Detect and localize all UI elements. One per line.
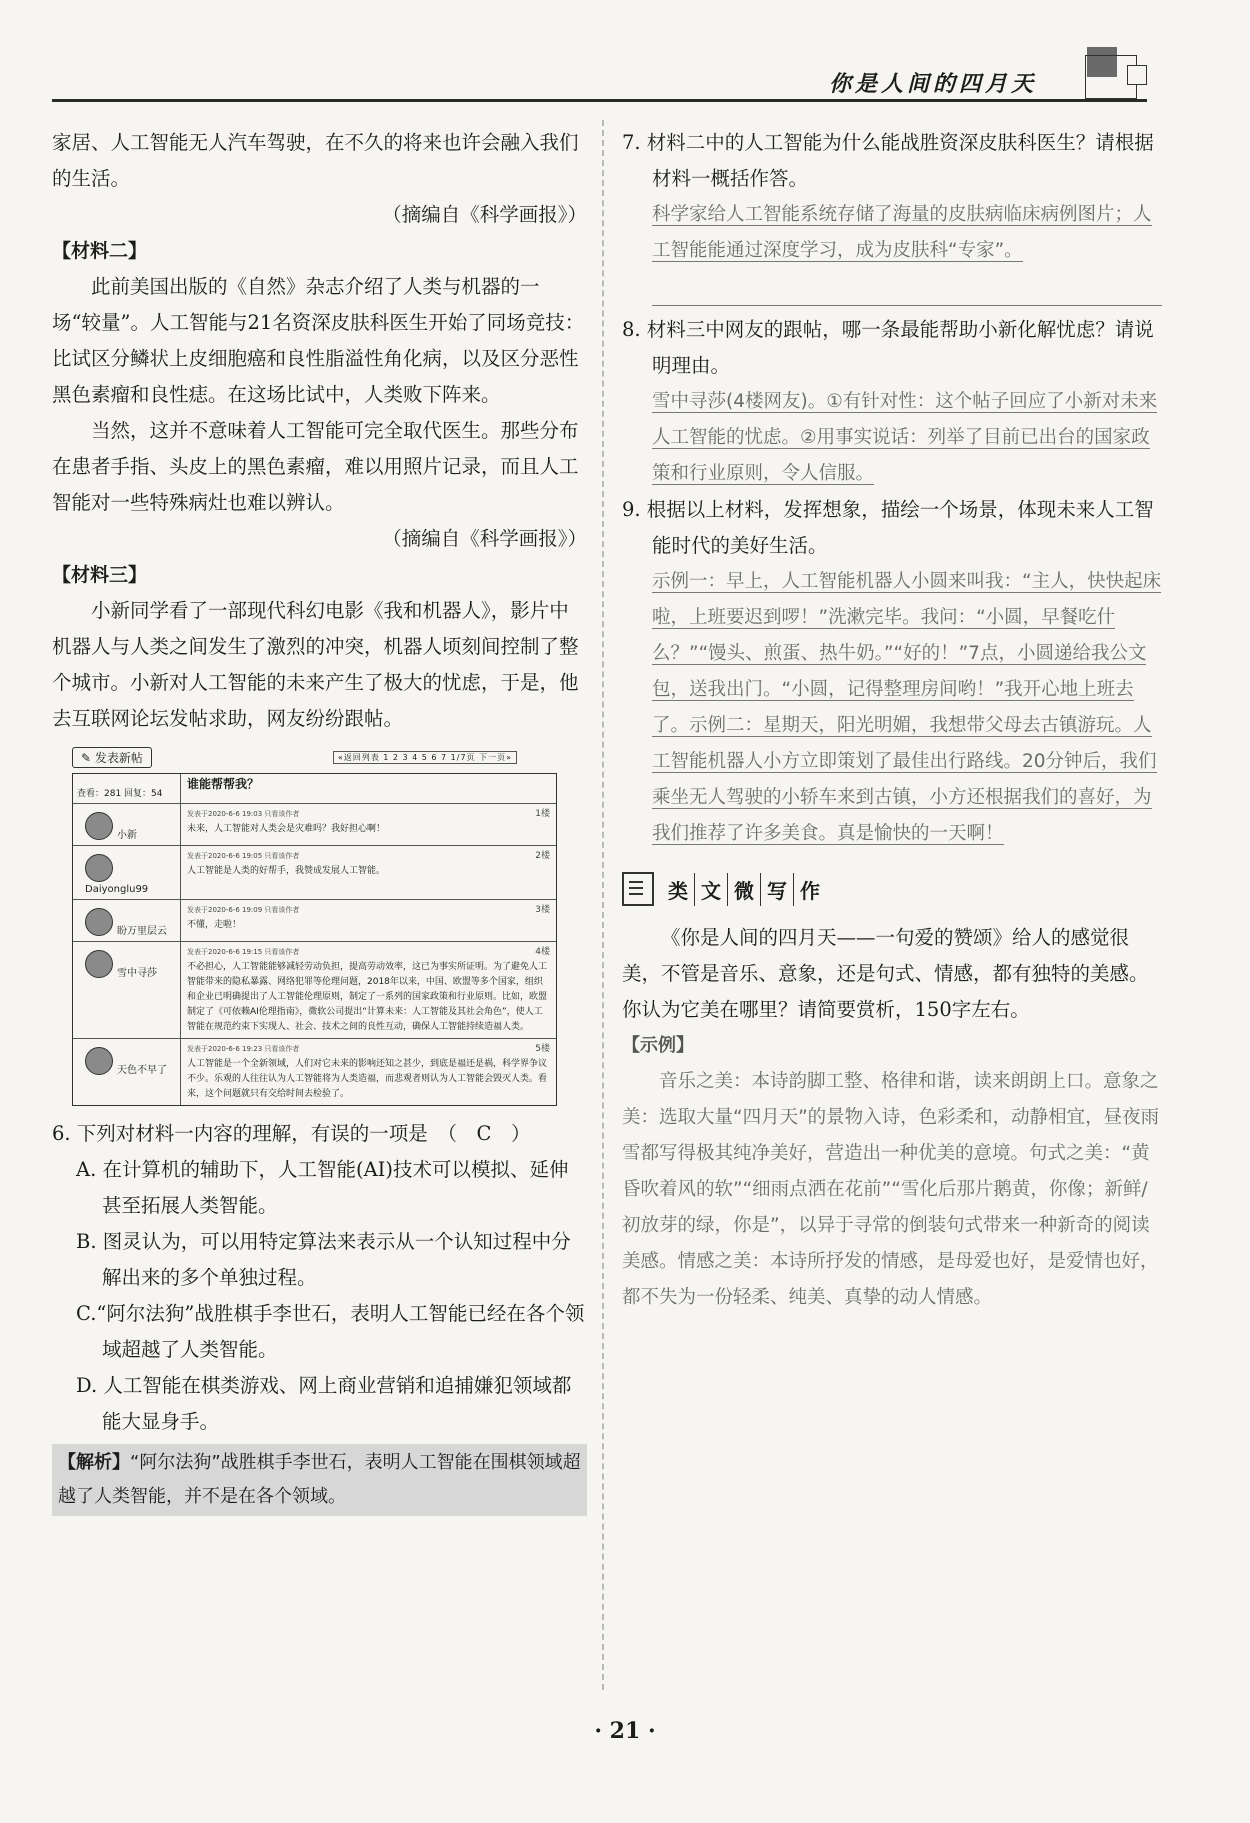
forum-post [73, 1039, 556, 1105]
header-title: 你是人间的四月天 [828, 71, 1037, 97]
header-rule [52, 99, 1147, 102]
forum-post [73, 900, 556, 942]
question-9: 9. 根据以上材料，发挥想象，描绘一个场景，体现未来人工智能时代的美好生活。 [622, 498, 1154, 557]
forum-screenshot [72, 747, 557, 1106]
forum-post [73, 846, 556, 900]
material3-paragraph-1: 小新同学看了一部现代科幻电影《我和机器人》，影片中机器人与人类之间发生了激烈的冲突，机器人顷刻间控制了整个城市。小新对人工智能的未来产生了极大的忧虑，于是，他去互联网论坛发帖求助，网友纷纷跟帖。 [52, 599, 579, 730]
source-note-2: （摘编自《科学画报》） [382, 527, 587, 550]
post-meta: 发表于2020-6-6 19:23 只看该作者 [187, 1045, 300, 1053]
answer-line [652, 269, 1162, 306]
source-note-1: （摘编自《科学画报》） [382, 203, 587, 226]
section-char: 作 [800, 878, 820, 903]
forum-post [73, 804, 556, 846]
header-decoration-small-square [1127, 65, 1147, 85]
thread-header-row [73, 774, 556, 804]
forum-thread [72, 773, 557, 1106]
thread-stats: 查看：281 回复：54 [77, 789, 163, 799]
writing-prompt: 《你是人间的四月天——一句爱的赞颂》给人的感觉很美，不管是音乐、意象，还是句式、情感，都有独特的美感。你认为它美在哪里？请简要赏析，150字左右。 [622, 926, 1149, 1021]
post-username: 雪中寻莎 [117, 968, 157, 979]
answer-8: 雪中寻莎(4楼网友)。①有针对性：这个帖子回应了小新对未来人工智能的忧虑。②用事实说话：列举了目前已出台的国家政策和行业原则，令人信服。 [652, 391, 1158, 484]
material2-paragraph-2: 当然，这并不意味着人工智能可完全取代医生。那些分布在患者手指、头皮上的黑色素瘤，难以用照片记录，而且人工智能对一些特殊病灶也难以辨认。 [52, 419, 579, 514]
post-meta: 发表于2020-6-6 19:03 只看该作者 [187, 810, 300, 818]
question-6-option-d: D. 人工智能在棋类游戏、网上商业营销和追捕嫌犯领域都能大显身手。 [76, 1374, 572, 1433]
right-column [622, 125, 1162, 1316]
question-6-option-a: A. 在计算机的辅助下，人工智能(AI)技术可以模拟、延伸甚至拓展人类智能。 [76, 1158, 569, 1217]
post-floor: 4楼 [535, 947, 550, 957]
left-column [52, 125, 587, 1516]
answer-9: 示例一：早上，人工智能机器人小圆来叫我：“主人，快快起床啦，上班要迟到啰！”洗漱完毕。我问：“小圆，早餐吃什么？”“馒头、煎蛋、热牛奶。”“好的！”7点，小圆递给我公文包，送我出门。“小圆，记得整理房间哟！”我开心地上班去了。示例二：星期天，阳光明媚，我想带父母去古镇游玩。人工智能机器人小方立即策划了最佳出行路线。20分钟后，我们乘坐无人驾驶的小轿车来到古镇，小方还根据我们的喜好，为我们推荐了许多美食。真是愉快的一天啊！ [652, 571, 1162, 844]
question-6: 6. 下列对材料一内容的理解，有误的一项是 （ C ） [52, 1122, 531, 1145]
post-floor: 3楼 [535, 905, 550, 915]
post-username: 小新 [117, 830, 137, 841]
example-label: 【示例】 [622, 1035, 694, 1056]
material1-continuation: 家居、人工智能无人汽车驾驶，在不久的将来也许会融入我们的生活。 [52, 131, 579, 190]
section-char: 类 [662, 873, 695, 906]
section-char: 微 [728, 873, 761, 906]
material2-paragraph-1: 此前美国出版的《自然》杂志介绍了人类与机器的一场“较量”。人工智能与21名资深皮肤科医生开始了同场竞技：比试区分鳞状上皮细胞癌和良性脂溢性角化病，以及区分恶性黑色素瘤和良性痣。在这场比试中，人类败下阵来。 [52, 275, 585, 406]
analysis-label: 【解析】 [58, 1452, 130, 1473]
answer-9-wrap [622, 564, 1162, 852]
answer-7-wrap [622, 197, 1162, 269]
post-user-cell [73, 1039, 181, 1105]
section-char: 写 [761, 873, 794, 906]
avatar [85, 908, 113, 936]
answer-7: 科学家给人工智能系统存储了海量的皮肤病临床病例图片；人工智能能通过深度学习，成为皮肤科“专家”。 [652, 204, 1152, 261]
post-username: 盼万里层云 [117, 926, 167, 937]
post-text: 未来，人工智能对人类会是灾难吗？我好担心啊！ [187, 824, 386, 834]
new-post-label: 发表新帖 [94, 751, 143, 765]
forum-pager: «返回列表 1 2 3 4 5 6 7 1/7页 下一页» [333, 751, 517, 764]
example-text: 音乐之美：本诗韵脚工整、格律和谐，读来朗朗上口。意象之美：选取大量“四月天”的景物入诗，色彩柔和，动静相宜，昼夜雨雪都写得极其纯净美好，营造出一种优美的意境。句式之美：“黄昏吹着风的软”“细雨点洒在花前”“雪化后那片鹅黄，你像；新鲜/初放芽的绿，你是”，以异于寻常的倒装句式带来一种新奇的阅读美感。情感之美：本诗所抒发的情感，是母爱也好，是爱情也好，都不失为一份轻柔、纯美、真挚的动人情感。 [622, 1071, 1160, 1308]
post-user-cell [73, 942, 181, 1038]
post-text: 不必担心，人工智能能够减轻劳动负担，提高劳动效率，这已为事实所证明。为了避免人工智能带来的隐私暴露、网络犯罪等伦理问题，2018年以来，中国、欧盟等多个国家，组织和企业已明确提出了人工智能伦理原则，制定了一系列的国家政策和行业原则。比如，欧盟制定了《可依赖AI伦理指南》，微软公司提出“计算未来：人工智能及其社会角色”，使人工智能在规范约束下实现人、社会、技术之间的良性互动，确保人工智能持续造福人类。 [187, 962, 548, 1032]
post-user-cell [73, 900, 181, 941]
material2-heading: 【材料二】 [52, 240, 148, 262]
document-icon [622, 872, 654, 906]
new-post-button: ✎ 发表新帖 [72, 747, 152, 768]
thread-title: 谁能帮帮我？ [187, 777, 260, 791]
question-6-option-c: C.“阿尔法狗”战胜棋手李世石，表明人工智能已经在各个领域超越了人类智能。 [76, 1302, 585, 1361]
post-floor: 1楼 [535, 809, 550, 819]
post-user-cell [73, 846, 181, 899]
post-text: 人工智能是人类的好帮手，我赞成发展人工智能。 [187, 866, 386, 876]
post-text: 人工智能是一个全新领域，人们对它未来的影响还知之甚少，到底是福还是祸，科学界争议不少。乐观的人往往认为人工智能将为人类造福，而悲观者则认为人工智能会毁灭人类。看来，这个问题就只有交给时间去检验了。 [187, 1059, 548, 1099]
page-header [52, 55, 1147, 103]
post-meta: 发表于2020-6-6 19:15 只看该作者 [187, 948, 300, 956]
question-8: 8. 材料三中网友的跟帖，哪一条最能帮助小新化解忧虑？请说明理由。 [622, 318, 1154, 377]
avatar [85, 812, 113, 840]
section-heading-writing [622, 872, 1162, 906]
avatar [85, 1047, 113, 1075]
post-username: Daiyonglu99 [85, 884, 149, 895]
post-username: 天色不早了 [117, 1065, 167, 1076]
avatar [85, 854, 113, 882]
avatar [85, 950, 113, 978]
post-text: 不懂，走啦！ [187, 920, 242, 930]
post-floor: 5楼 [535, 1044, 550, 1054]
section-char: 文 [695, 873, 728, 906]
analysis-box [52, 1444, 587, 1516]
material3-heading: 【材料三】 [52, 564, 148, 586]
question-7: 7. 材料二中的人工智能为什么能战胜资深皮肤科医生？请根据材料一概括作答。 [622, 131, 1154, 190]
forum-post [73, 942, 556, 1039]
post-meta: 发表于2020-6-6 19:05 只看该作者 [187, 852, 300, 860]
post-user-cell [73, 804, 181, 845]
question-6-option-b: B. 图灵认为，可以用特定算法来表示从一个认知过程中分解出来的多个单独过程。 [76, 1230, 571, 1289]
answer-8-wrap [622, 384, 1162, 492]
column-divider [602, 120, 604, 1690]
post-floor: 2楼 [535, 851, 550, 861]
analysis-text: “阿尔法狗”战胜棋手李世石，表明人工智能在围棋领域超越了人类智能，并不是在各个领域。 [58, 1452, 581, 1507]
post-meta: 发表于2020-6-6 19:09 只看该作者 [187, 906, 300, 914]
page-number: · 21 · [594, 1718, 656, 1744]
